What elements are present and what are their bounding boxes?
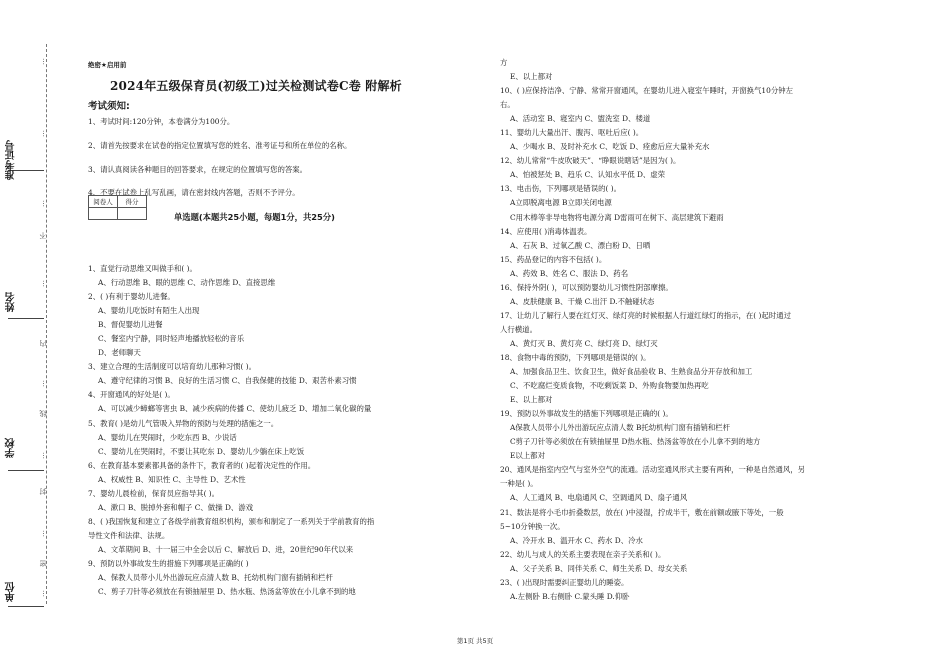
question-options: A、保教人员带小儿外出游玩应点清人数 B、托幼机构门窗有插销和栏杆 [98,573,333,583]
seal-mark: … [38,130,46,137]
seal-mark: … [38,280,46,287]
question-text: 7、婴幼儿晨检前，保育员应指导其( )。 [88,488,220,498]
question-text: 右。 [500,100,515,110]
secret-label: 绝密★启用前 [88,61,127,69]
question-text: 9、预防以外事故发生的措施下列哪项是正确的( ) [88,558,249,568]
seal-mark: 线 [39,410,47,417]
score-table [88,195,147,220]
notice-heading: 考试须知: [88,101,130,112]
question-text: 方 [500,58,508,67]
question-text: 5、教育( )是幼儿气管吸入异物的预防与处理的措施之一。 [88,418,279,428]
label-exam-id: 准考证号 [6,140,17,180]
question-options: A、文革期间 B、十一届三中全会以后 C、解放后 D、进，20世纪90年代以来 [98,544,354,554]
question-options: E、以上都对 [510,72,553,82]
question-options: A、遵守纪律的习惯 B、良好的生活习惯 C、自我保健的技能 D、艰苦朴素习惯 [98,376,357,386]
notice-item: 1、考试时间:120分钟，本卷满分为100分。 [88,117,235,126]
question-options: A、行动思维 B、眼的思维 C、动作思维 D、直接思维 [98,278,276,288]
question-text: 一种是( )。 [500,479,538,489]
question-text: 5~10分钟换一次。 [500,521,565,531]
question-text: 15、药品登记的内容不包括( )。 [500,254,607,264]
page-title: 2024年五级保育员(初级工)过关检测试卷C卷 附解析 [110,79,402,93]
question-text: 21、数法是将小毛巾折叠数层，放在( )中浸湿，拧成半干，敷在前额或腋下等处，一般 [500,507,784,517]
seal-mark: 封 [39,488,47,495]
score-table-score-header: 得分 [118,196,147,208]
binding-strip [0,0,80,671]
question-options: E以上都对 [510,451,545,461]
question-text: 1、直觉行动思维又叫做手和( )。 [88,264,197,273]
question-options: C、剪子刀针等必须放在有锁抽屉里 D、热水瓶、热汤盆等放在小儿拿不到的地 [98,587,356,597]
question-options: A、冷开水 B、温开水 C、药水 D、冷水 [510,535,643,545]
question-text: 2、( )有利于婴幼儿进餐。 [88,292,175,302]
question-text: 3、建立合理的生活制度可以培育幼儿那种习惯( )。 [88,362,257,372]
question-options: E、以上都对 [510,395,553,405]
label-unit: 单位 [6,582,17,602]
question-options: A、药效 B、姓名 C、服法 D、药名 [510,268,629,278]
question-text: 10、( )应保持洁净、宁静、常常开窗通风，在婴幼儿进入寝室午睡时，开窗换气10分钟左 [500,86,793,96]
question-options: B、督促婴幼儿进餐 [98,320,163,330]
question-text: 22、幼儿与成人的关系主要表现在亲子关系和( )。 [500,549,666,559]
question-options: A、可以减少蟑螂等害虫 B、减少疾病的传播 C、使幼儿疲乏 D、增加二氧化碳的量 [98,404,372,414]
field-line-unit [8,606,44,607]
question-text: 20、通风是指室内空气与室外空气的流通。活动室通风形式主要有两种，一种是自然通风，另 [500,465,806,475]
question-column-right [500,56,920,604]
question-options: C用木棒等非导电物将电源分离 D雷雨可在树下、高层建筑下避雨 [510,212,724,222]
notice-item: 4、不要在试卷上乱写乱画，请在密封线内答题，否则不予评分。 [88,188,300,198]
question-text: 17、让幼儿了解行人要在红灯灭、绿灯亮的时候根据人行道红绿灯的指示，在( )起时通过 [500,310,791,320]
question-text: 23、( )出现时需要纠正婴幼儿的睡姿。 [500,577,629,587]
notice-item: 3、请认真阅读各种题目的回答要求，在规定的位置填写您的答案。 [88,164,308,174]
question-options: A、婴幼儿吃饭时有陌生人出现 [98,306,200,316]
question-text: 14、应使用( )消毒体温表。 [500,226,592,236]
question-options: A、活动室 B、寝室内 C、盥洗室 D、楼道 [510,114,651,124]
seal-mark: … [38,58,46,65]
question-options: A、漱口 B、脱掉外套和帽子 C、做操 D、游戏 [98,502,254,512]
question-options: C、婴幼儿在哭闹时，不要让其吃东 D、婴幼儿少躺在床上吃饭 [98,446,305,456]
page-footer: 第1页 共5页 [456,637,494,645]
field-line-name [8,318,44,319]
seal-mark: … [38,590,46,597]
question-options: A、父子关系 B、同伴关系 C、师生关系 D、母女关系 [510,563,688,573]
question-options: A、黄灯灭 B、黄灯亮 C、绿灯亮 D、绿灯灭 [510,338,658,348]
question-options: D、老师聊天 [98,348,141,358]
question-text: 6、在教育基本要素都具备的条件下，教育者的( )起着决定性的作用。 [88,460,316,470]
seal-mark: 密 [39,560,47,567]
question-text: 19、预防以外事故发生的措施下列哪项是正确的( )。 [500,409,673,419]
notice-list [88,114,488,209]
question-options: A、婴幼儿在哭闹时，少吃东西 B、少说话 [98,432,237,442]
question-text: 16、保持外阴( )，可以预防婴幼儿习惯性阴部摩擦。 [500,282,673,292]
seal-mark: 不 [39,232,47,239]
question-options: C、不吃腐烂变质食物，不吃剩饭菜 D、外购食物要加热再吃 [510,381,709,391]
section-heading: 单选题(本题共25小题，每题1分，共25分) [174,212,335,222]
question-text: 13、电击伤，下列哪项是错误的( )。 [500,184,621,194]
seal-mark: … [38,200,46,207]
question-options: A、权威性 B、知识性 C、主导性 D、艺术性 [98,474,246,484]
question-options: A、人工通风 B、电扇通风 C、空调通风 D、扇子通风 [510,493,688,503]
notice-item: 2、请首先按要求在试卷的指定位置填写您的姓名、准考证号和所在单位的名称。 [88,140,352,150]
label-school: 学校 [6,438,17,458]
question-text: 12、幼儿常常“牛皮吹破天”、“睁眼说瞎话”是因为( )。 [500,156,681,166]
seal-mark: … [38,452,46,459]
score-table-score-cell [118,208,147,220]
question-text: 导性文件和法律、法规。 [88,530,170,540]
label-name: 姓名 [6,292,17,312]
question-options: A立即脱离电源 B立即关闭电源 [510,198,612,208]
score-table-grader-cell [89,208,118,220]
seal-mark: 内 [39,340,47,347]
score-table-grader-header: 阅卷人 [89,196,118,208]
question-options: A.左侧卧 B.右侧卧 C.蒙头睡 D.仰卧 [510,591,630,601]
question-text: 18、食物中毒的预防，下列哪项是错误的( )。 [500,352,651,362]
question-options: A、加强食品卫生、饮食卫生，做好食品验收 B、生熟食品分开存放和加工 [510,367,753,377]
question-column-left [88,262,488,599]
field-line-school [8,470,44,471]
question-text: 11、婴幼儿大量出汗、腹泻、呕吐后应( )。 [500,128,644,138]
seal-line [46,44,47,604]
seal-mark: … [38,380,46,387]
question-options: A、少喝水 B、及时补充水 C、吃饭 D、痊愈后应大量补充水 [510,142,710,152]
question-options: C剪子刀针等必须放在有锁抽屉里 D热水瓶、热汤盆等放在小儿拿不到的地方 [510,437,761,447]
question-options: A、石灰 B、过氧乙酸 C、漂白粉 D、日晒 [510,240,651,250]
question-options: A保教人员带小儿外出游玩应点清人数 B托幼机构门窗有插销和栏杆 [510,423,731,433]
question-text: 8、( )我国恢复和建立了各级学前教育组织机构，颁布和制定了一系列关于学前教育的指 [88,516,375,526]
question-options: A、怕被惩处 B、趋乐 C、认知水平低 D、虚荣 [510,170,666,180]
question-text: 4、开窗通风的好处是( )。 [88,390,175,400]
question-options: C、餐室内宁静，同时轻声地播放轻松的音乐 [98,334,245,344]
question-text: 人行横道。 [500,324,537,334]
question-options: A、皮肤健康 B、干燥 C.出汗 D.不触碰状态 [510,296,655,306]
seal-mark: … [38,530,46,537]
